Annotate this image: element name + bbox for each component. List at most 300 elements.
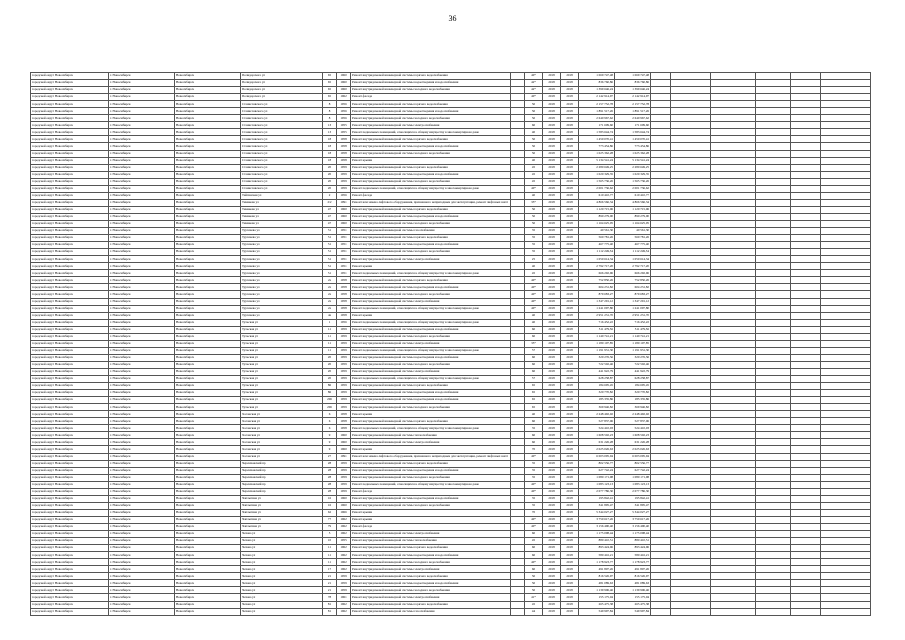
cell-cost-total: 2 640 967,62 xyxy=(615,115,651,122)
cell-blank-4 xyxy=(756,129,791,136)
cell-municipality: городской округ Новосибирск xyxy=(31,326,109,333)
cell-cost: 1 565 736,26 xyxy=(579,178,615,185)
cell-blank-1 xyxy=(651,185,671,192)
cell-work-type: Ремонт внутридомовой инженерной системы холодного водоснабжения xyxy=(351,178,511,185)
cell-municipality: городской округ Новосибирск xyxy=(31,411,109,418)
cell-cost: 195 842,41 xyxy=(579,495,615,502)
cell-blank-5 xyxy=(791,390,821,397)
cell-blank-2 xyxy=(671,460,711,467)
cell-settlement: г. Новосибирск xyxy=(109,129,175,136)
cell-cost-total: 341 895,47 xyxy=(615,502,651,509)
cell-street: Станиславского ул xyxy=(241,157,323,164)
cell-blank-4 xyxy=(756,545,791,552)
cell-cost-total: 716 452,22 xyxy=(615,319,651,326)
cell-blank-6 xyxy=(821,249,871,256)
cell-cost: 2 025 026,63 xyxy=(579,446,615,453)
cell-wear: 35* xyxy=(525,340,543,347)
cell-blank-5 xyxy=(791,206,821,213)
cell-settlement: г. Новосибирск xyxy=(109,580,175,587)
cell-house: 2/2 xyxy=(323,199,337,206)
cell-blank-5 xyxy=(791,249,821,256)
cell-blank-1 xyxy=(651,270,671,277)
cell-municipality: городской округ Новосибирск xyxy=(31,524,109,531)
cell-year-end: 2018 xyxy=(561,178,579,185)
cell-year-end: 2018 xyxy=(561,446,579,453)
cell-blank-5 xyxy=(791,340,821,347)
cell-year-start: 2018 xyxy=(543,263,561,270)
cell-cost-total: 1 450 070,41 xyxy=(615,136,651,143)
cell-blank-1 xyxy=(651,101,671,108)
cell-work-type: Ремонт внутридомовой инженерной системы холодного водоснабжения xyxy=(351,559,511,566)
cell-blank-5 xyxy=(791,376,821,383)
cell-blank-4 xyxy=(756,481,791,488)
cell-cost: 816 526,97 xyxy=(579,573,615,580)
cell-extra xyxy=(511,573,525,580)
cell-settlement: г. Новосибирск xyxy=(109,601,175,608)
cell-blank-2 xyxy=(671,319,711,326)
cell-extra xyxy=(511,115,525,122)
cell-house: 51 xyxy=(323,263,337,270)
cell-blank-6 xyxy=(821,383,871,390)
cell-municipality: городской округ Новосибирск xyxy=(31,516,109,523)
cell-municipality: городской округ Новосибирск xyxy=(31,538,109,545)
cell-cost-total: 1 583 644,74 xyxy=(615,129,651,136)
cell-cost: 2 792 717,20 xyxy=(579,263,615,270)
cell-blank-2 xyxy=(671,411,711,418)
cell-year-start: 2018 xyxy=(543,502,561,509)
cell-municipality: городской округ Новосибирск xyxy=(31,531,109,538)
table-row xyxy=(31,228,871,235)
cell-wear: 40 xyxy=(525,312,543,319)
cell-blank-4 xyxy=(756,432,791,439)
cell-cost: 2 001 736,62 xyxy=(579,185,615,192)
cell-city: Новосибирск xyxy=(175,587,241,594)
cell-year-end: 2018 xyxy=(561,228,579,235)
table-row xyxy=(31,390,871,397)
table-row xyxy=(31,552,871,559)
cell-street: Тургенева ул xyxy=(241,256,323,263)
cell-settlement: г. Новосибирск xyxy=(109,319,175,326)
cell-blank-5 xyxy=(791,73,821,80)
cell-year-end: 2018 xyxy=(561,538,579,545)
cell-work-type: Ремонт подвальных помещений, относящихся к общему имуществу в многоквартирном доме xyxy=(351,425,511,432)
cell-street: Тимакова ул xyxy=(241,206,323,213)
cell-settlement: г. Новосибирск xyxy=(109,453,175,460)
cell-wear: 60 xyxy=(525,368,543,375)
table-row xyxy=(31,312,871,319)
table-row xyxy=(31,178,871,185)
cell-blank-2 xyxy=(671,263,711,270)
cell-cost: 1 120 715,06 xyxy=(579,206,615,213)
cell-settlement: г. Новосибирск xyxy=(109,178,175,185)
cell-blank-1 xyxy=(651,516,671,523)
cell-house: 2 xyxy=(323,192,337,199)
cell-blank-2 xyxy=(671,298,711,305)
cell-year-start: 2018 xyxy=(543,220,561,227)
cell-wear: 60 xyxy=(525,531,543,538)
cell-wear: 40* xyxy=(525,305,543,312)
cell-blank-2 xyxy=(671,80,711,87)
cell-wear: 45 xyxy=(525,601,543,608)
cell-settlement: г. Новосибирск xyxy=(109,488,175,495)
cell-settlement: г. Новосибирск xyxy=(109,383,175,390)
cell-extra xyxy=(511,552,525,559)
cell-wear: 70 xyxy=(525,446,543,453)
cell-work-type: Ремонт внутридомовой инженерной системы водоотведения и водоснабжения xyxy=(351,108,511,115)
cell-city: Новосибирск xyxy=(175,432,241,439)
cell-year: 1958 xyxy=(337,277,351,284)
cell-year: 1960 xyxy=(337,73,351,80)
cell-extra xyxy=(511,587,525,594)
cell-municipality: городской округ Новосибирск xyxy=(31,383,109,390)
table-row xyxy=(31,73,871,80)
cell-municipality: городской округ Новосибирск xyxy=(31,312,109,319)
cell-blank-2 xyxy=(671,171,711,178)
cell-house: 47 xyxy=(323,220,337,227)
cell-year-start: 2018 xyxy=(543,192,561,199)
cell-extra xyxy=(511,291,525,298)
table-row xyxy=(31,608,871,615)
cell-wear: 35 xyxy=(525,425,543,432)
cell-blank-1 xyxy=(651,390,671,397)
cell-municipality: городской округ Новосибирск xyxy=(31,80,109,87)
cell-year-start: 2018 xyxy=(543,545,561,552)
cell-blank-6 xyxy=(821,340,871,347)
cell-blank-4 xyxy=(756,573,791,580)
cell-blank-4 xyxy=(756,256,791,263)
cell-extra xyxy=(511,199,525,206)
cell-municipality: городской округ Новосибирск xyxy=(31,368,109,375)
page-number: 36 xyxy=(448,14,457,23)
cell-year-start: 2018 xyxy=(543,150,561,157)
cell-blank-5 xyxy=(791,446,821,453)
cell-work-type: Ремонт внутридомовой инженерной системы холодного водоснабжения xyxy=(351,404,511,411)
cell-cost: 580 416,21 xyxy=(579,552,615,559)
cell-year-end: 2018 xyxy=(561,136,579,143)
table-row xyxy=(31,136,871,143)
cell-municipality: городской округ Новосибирск xyxy=(31,460,109,467)
cell-blank-5 xyxy=(791,411,821,418)
cell-cost-total: 1 080 171,98 xyxy=(615,474,651,481)
cell-wear: 40 xyxy=(525,319,543,326)
cell-blank-1 xyxy=(651,312,671,319)
cell-blank-6 xyxy=(821,488,871,495)
cell-year: 1959 xyxy=(337,340,351,347)
cell-settlement: г. Новосибирск xyxy=(109,185,175,192)
cell-year-start: 2018 xyxy=(543,115,561,122)
cell-house: 86 xyxy=(323,383,337,390)
cell-blank-5 xyxy=(791,580,821,587)
cell-year: 1959 xyxy=(337,573,351,580)
cell-cost: 604 231,82 xyxy=(579,284,615,291)
cell-year-end: 2018 xyxy=(561,150,579,157)
cell-extra xyxy=(511,524,525,531)
cell-blank-2 xyxy=(671,256,711,263)
cell-blank-4 xyxy=(756,291,791,298)
cell-blank-5 xyxy=(791,439,821,446)
cell-wear: 45 xyxy=(525,178,543,185)
cell-blank-5 xyxy=(791,129,821,136)
cell-year-start: 2018 xyxy=(543,573,561,580)
cell-street: Станиславского ул xyxy=(241,178,323,185)
cell-settlement: г. Новосибирск xyxy=(109,509,175,516)
cell-extra xyxy=(511,411,525,418)
cell-blank-2 xyxy=(671,474,711,481)
cell-blank-2 xyxy=(671,157,711,164)
cell-cost-total: 1 241 097,80 xyxy=(615,305,651,312)
cell-extra xyxy=(511,270,525,277)
cell-blank-2 xyxy=(671,559,711,566)
cell-cost: 1 450 070,41 xyxy=(579,136,615,143)
table-row xyxy=(31,516,871,523)
cell-extra xyxy=(511,608,525,615)
cell-blank-4 xyxy=(756,228,791,235)
cell-year: 1958 xyxy=(337,298,351,305)
cell-settlement: г. Новосибирск xyxy=(109,277,175,284)
cell-cost: 441 922,79 xyxy=(579,368,615,375)
cell-blank-6 xyxy=(821,495,871,502)
cell-street: Хасанская ул xyxy=(241,425,323,432)
cell-blank-3 xyxy=(711,340,756,347)
cell-cost-total: 2 025 026,63 xyxy=(615,446,651,453)
cell-year-start: 2018 xyxy=(543,559,561,566)
cell-cost: 3 750 617,26 xyxy=(579,516,615,523)
cell-extra xyxy=(511,361,525,368)
cell-extra xyxy=(511,383,525,390)
cell-year-start: 2018 xyxy=(543,73,561,80)
cell-blank-6 xyxy=(821,206,871,213)
cell-blank-5 xyxy=(791,305,821,312)
cell-year-end: 2018 xyxy=(561,587,579,594)
cell-house: 11 xyxy=(323,552,337,559)
cell-city: Новосибирск xyxy=(175,488,241,495)
cell-house: 20 xyxy=(323,368,337,375)
cell-blank-3 xyxy=(711,319,756,326)
cell-blank-2 xyxy=(671,178,711,185)
cell-cost: 5 134 541,24 xyxy=(579,157,615,164)
cell-blank-5 xyxy=(791,495,821,502)
cell-wear: 60 xyxy=(525,552,543,559)
cell-blank-5 xyxy=(791,552,821,559)
cell-municipality: городской округ Новосибирск xyxy=(31,220,109,227)
cell-year-end: 2018 xyxy=(561,467,579,474)
cell-extra xyxy=(511,129,525,136)
cell-extra xyxy=(511,178,525,185)
cell-blank-3 xyxy=(711,361,756,368)
cell-blank-4 xyxy=(756,164,791,171)
cell-blank-3 xyxy=(711,115,756,122)
cell-settlement: г. Новосибирск xyxy=(109,495,175,502)
cell-municipality: городской округ Новосибирск xyxy=(31,552,109,559)
cell-blank-4 xyxy=(756,376,791,383)
cell-house: 65 xyxy=(323,87,337,94)
cell-settlement: г. Новосибирск xyxy=(109,439,175,446)
cell-blank-6 xyxy=(821,333,871,340)
cell-street: Тимакова ул xyxy=(241,220,323,227)
cell-wear: 50 xyxy=(525,150,543,157)
cell-house: 11 xyxy=(323,347,337,354)
cell-blank-4 xyxy=(756,580,791,587)
cell-year-end: 2018 xyxy=(561,460,579,467)
cell-wear: 50 xyxy=(525,115,543,122)
cell-cost-total: 836 760,86 xyxy=(615,80,651,87)
cell-settlement: г. Новосибирск xyxy=(109,192,175,199)
cell-blank-6 xyxy=(821,376,871,383)
cell-blank-4 xyxy=(756,220,791,227)
cell-blank-1 xyxy=(651,192,671,199)
cell-work-type: Ремонт крыши xyxy=(351,516,511,523)
cell-house: 20 xyxy=(323,185,337,192)
cell-blank-2 xyxy=(671,122,711,129)
cell-extra xyxy=(511,545,525,552)
cell-settlement: г. Новосибирск xyxy=(109,608,175,615)
cell-cost: 491 807,26 xyxy=(579,566,615,573)
cell-blank-4 xyxy=(756,354,791,361)
cell-extra xyxy=(511,559,525,566)
cell-blank-3 xyxy=(711,383,756,390)
cell-blank-2 xyxy=(671,552,711,559)
cell-blank-6 xyxy=(821,404,871,411)
cell-year: 1962 xyxy=(337,531,351,538)
cell-year: 1958 xyxy=(337,291,351,298)
cell-municipality: городской округ Новосибирск xyxy=(31,277,109,284)
cell-wear: 60 xyxy=(525,432,543,439)
cell-city: Новосибирск xyxy=(175,594,241,601)
cell-municipality: городской округ Новосибирск xyxy=(31,376,109,383)
cell-blank-2 xyxy=(671,199,711,206)
cell-cost-total: 2 077 786,30 xyxy=(615,488,651,495)
cell-cost: 1 164 625,05 xyxy=(579,220,615,227)
cell-cost-total: 880 410,51 xyxy=(615,538,651,545)
cell-city: Новосибирск xyxy=(175,228,241,235)
cell-house: 28 xyxy=(323,474,337,481)
cell-year: 1962 xyxy=(337,601,351,608)
cell-house: 2а xyxy=(323,305,337,312)
cell-municipality: городской округ Новосибирск xyxy=(31,439,109,446)
cell-municipality: городской округ Новосибирск xyxy=(31,263,109,270)
cell-blank-6 xyxy=(821,256,871,263)
cell-blank-3 xyxy=(711,559,756,566)
cell-year-end: 2018 xyxy=(561,199,579,206)
cell-wear: 40 xyxy=(525,192,543,199)
cell-year-start: 2018 xyxy=(543,171,561,178)
cell-settlement: г. Новосибирск xyxy=(109,354,175,361)
cell-blank-3 xyxy=(711,608,756,615)
cell-wear: 50 xyxy=(525,108,543,115)
cell-settlement: г. Новосибирск xyxy=(109,347,175,354)
cell-blank-1 xyxy=(651,495,671,502)
cell-blank-2 xyxy=(671,594,711,601)
table-row xyxy=(31,474,871,481)
cell-cost-total: 1 120 715,06 xyxy=(615,206,651,213)
cell-cost-total: 666 292,96 xyxy=(615,270,651,277)
cell-city: Новосибирск xyxy=(175,383,241,390)
cell-street: Тимакова ул xyxy=(241,213,323,220)
cell-year-start: 2018 xyxy=(543,495,561,502)
cell-settlement: г. Новосибирск xyxy=(109,587,175,594)
cell-blank-6 xyxy=(821,453,871,460)
cell-blank-3 xyxy=(711,474,756,481)
cell-year-end: 2018 xyxy=(561,143,579,150)
cell-cost-total: 1 175 098,44 xyxy=(615,531,651,538)
cell-blank-1 xyxy=(651,115,671,122)
cell-blank-4 xyxy=(756,594,791,601)
cell-settlement: г. Новосибирск xyxy=(109,474,175,481)
cell-blank-5 xyxy=(791,354,821,361)
cell-year: 1951 xyxy=(337,270,351,277)
cell-house: 9 xyxy=(323,446,337,453)
cell-blank-1 xyxy=(651,249,671,256)
cell-cost: 2 077 786,30 xyxy=(579,488,615,495)
table-row xyxy=(31,439,871,446)
table-row xyxy=(31,291,871,298)
cell-blank-6 xyxy=(821,580,871,587)
table-row xyxy=(31,213,871,220)
cell-cost: 341 895,47 xyxy=(579,502,615,509)
cell-street: Чехова ул xyxy=(241,566,323,573)
cell-extra xyxy=(511,206,525,213)
cell-blank-6 xyxy=(821,516,871,523)
cell-blank-3 xyxy=(711,446,756,453)
cell-street: Чехова ул xyxy=(241,601,323,608)
cell-year-start: 2018 xyxy=(543,411,561,418)
cell-house: 28 xyxy=(323,467,337,474)
cell-year-end: 2018 xyxy=(561,453,579,460)
cell-year: 1956 xyxy=(337,319,351,326)
cell-year-start: 2018 xyxy=(543,446,561,453)
cell-year: 1951 xyxy=(337,235,351,242)
cell-year: 1959 xyxy=(337,178,351,185)
cell-house: 81 xyxy=(323,601,337,608)
cell-street: Тульская ул xyxy=(241,383,323,390)
cell-blank-5 xyxy=(791,256,821,263)
cell-blank-5 xyxy=(791,488,821,495)
cell-house: 20 xyxy=(323,178,337,185)
cell-blank-3 xyxy=(711,404,756,411)
cell-extra xyxy=(511,566,525,573)
cell-work-type: Ремонт внутридомовой инженерной системы водоотведения и водоснабжения xyxy=(351,242,511,249)
cell-blank-3 xyxy=(711,587,756,594)
cell-blank-6 xyxy=(821,101,871,108)
cell-wear: 65 xyxy=(525,404,543,411)
cell-blank-6 xyxy=(821,566,871,573)
cell-house: 1 xyxy=(323,319,337,326)
table-row xyxy=(31,411,871,418)
cell-work-type: Ремонт подвальных помещений, относящихся к общему имуществу в многоквартирном доме xyxy=(351,129,511,136)
cell-cost-total: 890 279,00 xyxy=(615,213,651,220)
cell-work-type: Ремонт внутридомовой инженерной системы горячего водоснабжения xyxy=(351,601,511,608)
cell-wear: 50 xyxy=(525,136,543,143)
cell-blank-5 xyxy=(791,115,821,122)
cell-blank-5 xyxy=(791,587,821,594)
cell-extra xyxy=(511,164,525,171)
cell-cost: 1 241 097,80 xyxy=(579,305,615,312)
cell-year-end: 2018 xyxy=(561,481,579,488)
table-row xyxy=(31,376,871,383)
cell-blank-3 xyxy=(711,516,756,523)
cell-extra xyxy=(511,474,525,481)
cell-municipality: городской округ Новосибирск xyxy=(31,418,109,425)
cell-blank-2 xyxy=(671,432,711,439)
cell-year-end: 2018 xyxy=(561,502,579,509)
cell-blank-1 xyxy=(651,199,671,206)
cell-street: Тимакова ул xyxy=(241,199,323,206)
cell-house: 51 xyxy=(323,235,337,242)
cell-extra xyxy=(511,305,525,312)
cell-blank-4 xyxy=(756,397,791,404)
cell-house: 5 xyxy=(323,531,337,538)
cell-cost-total: 2 280 649,25 xyxy=(615,164,651,171)
